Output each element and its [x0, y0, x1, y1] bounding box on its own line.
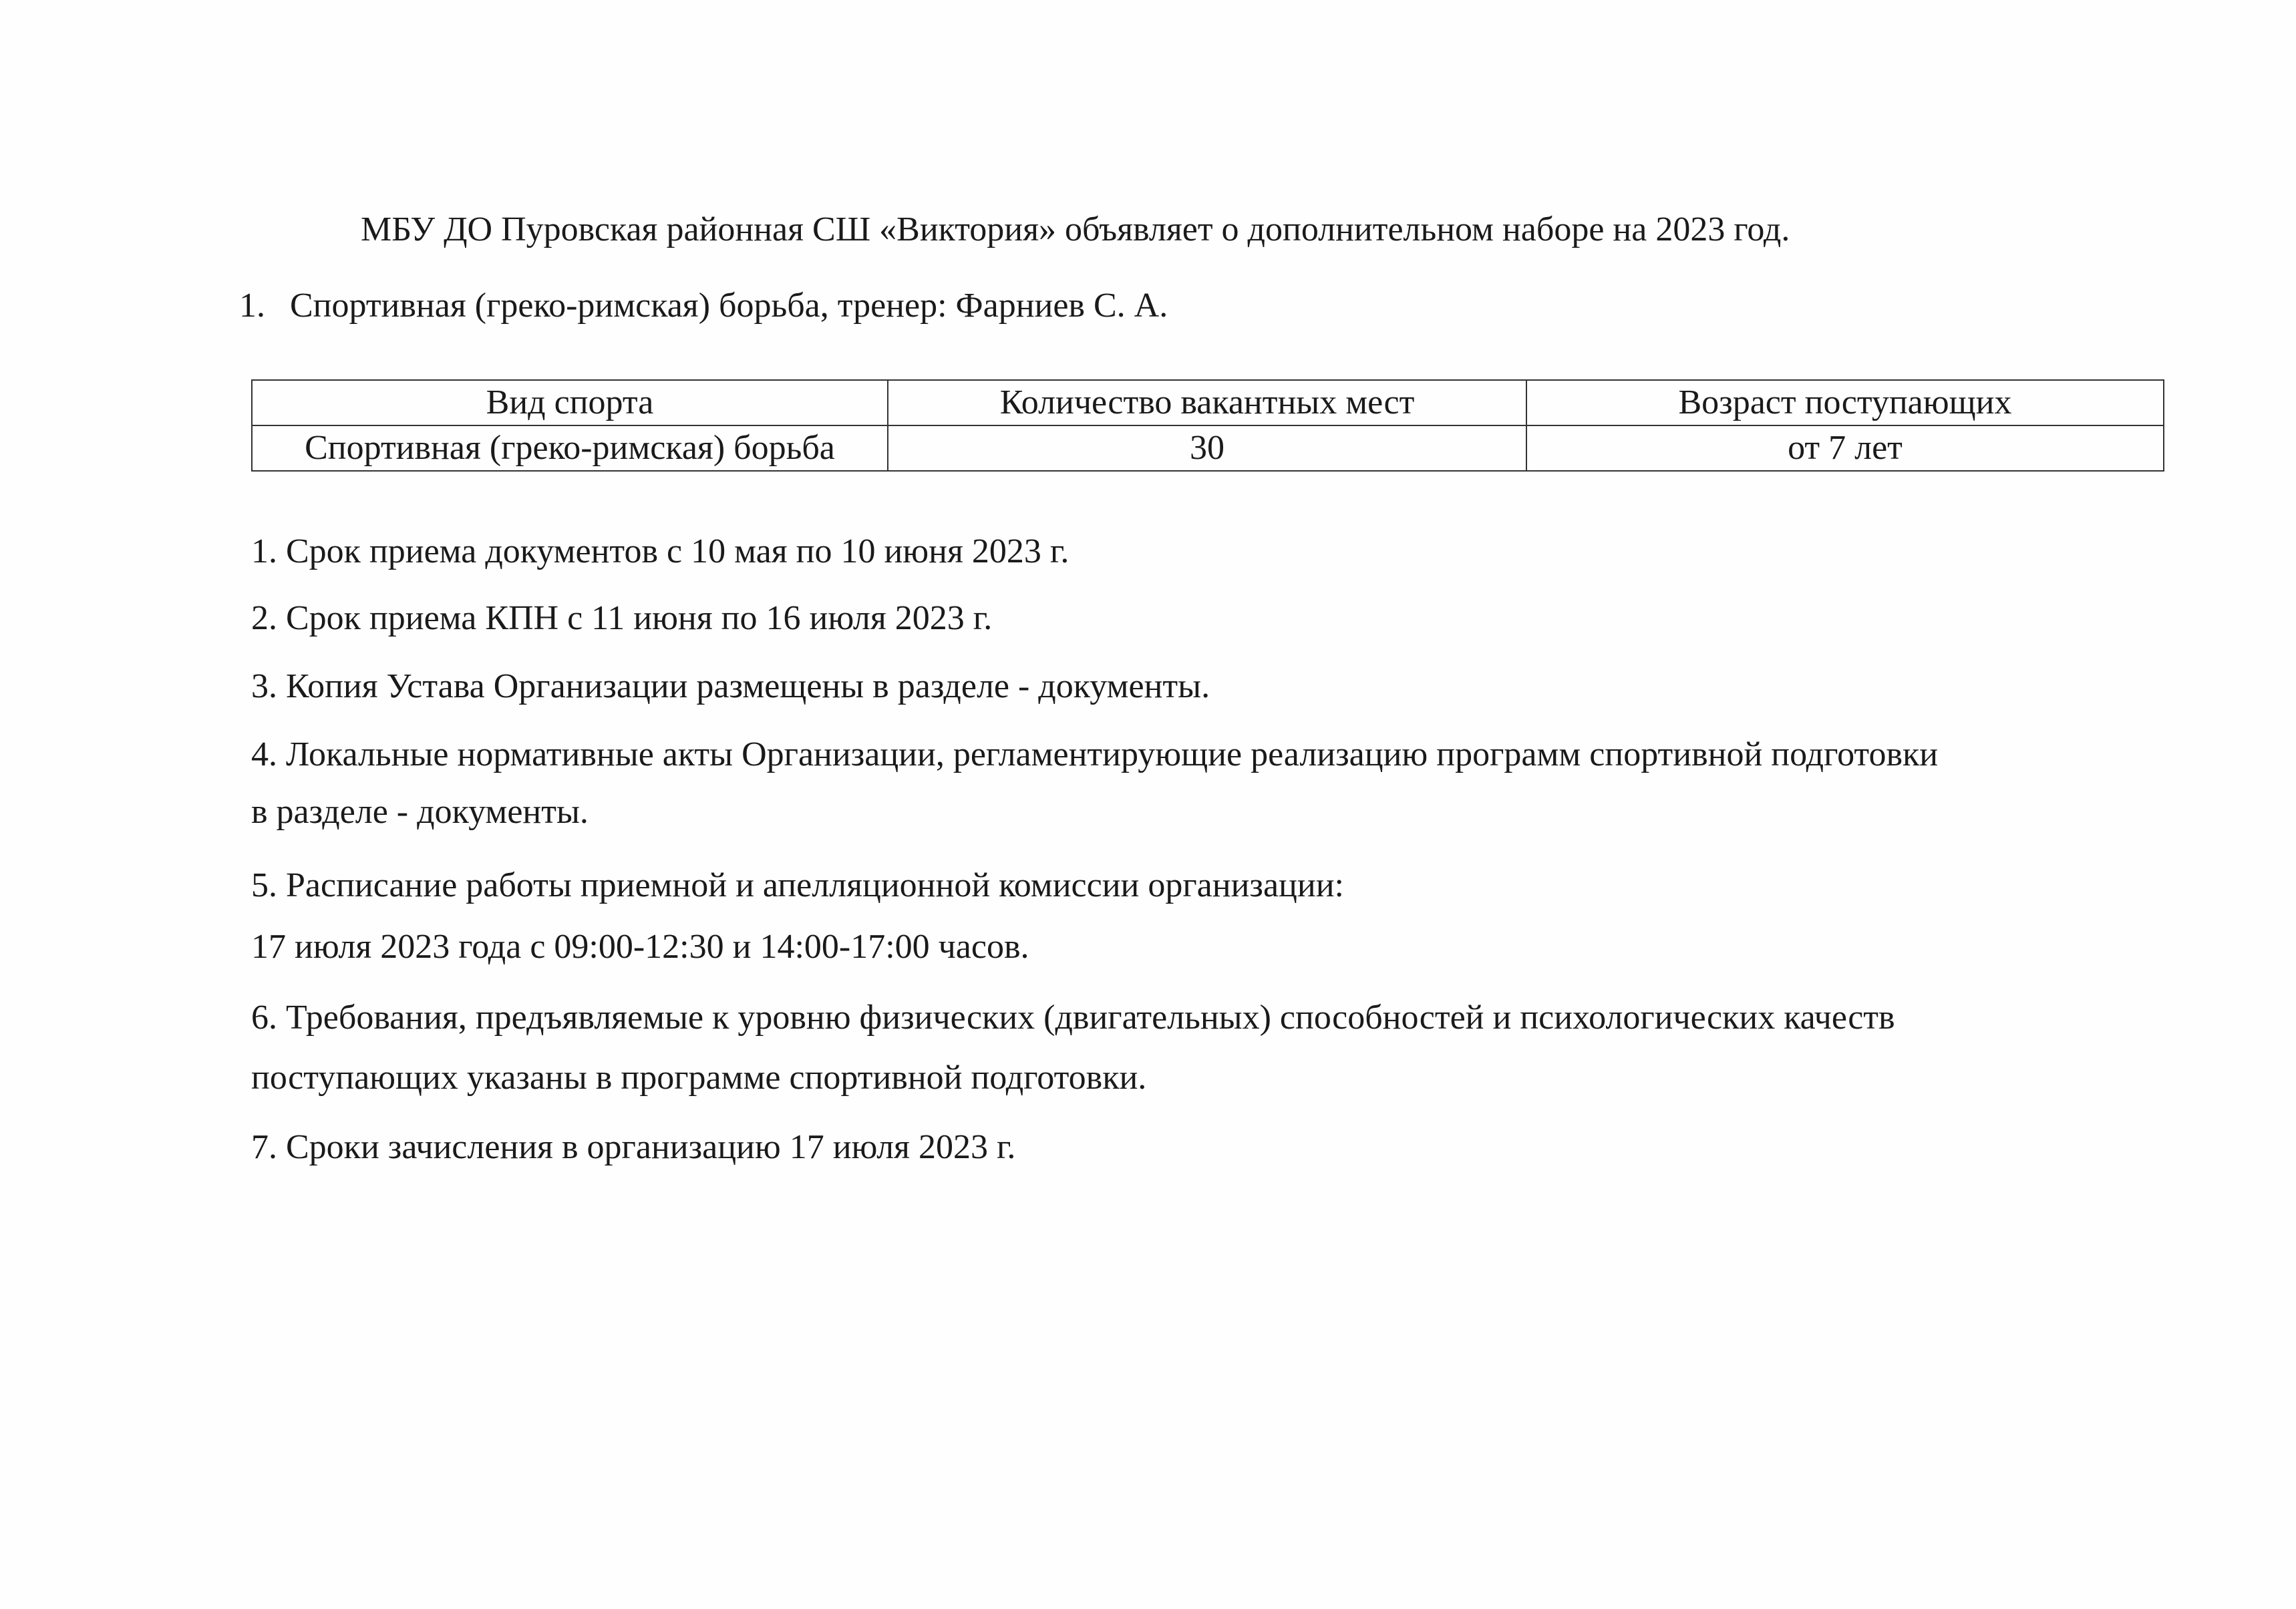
list-item: 1. Срок приема документов с 10 мая по 10 июня 2023 г.	[251, 532, 1070, 570]
list-item: 4. Локальные нормативные акты Организации, регламентирующие реализацию программ спортивной подготовки	[251, 735, 1939, 773]
section-text: Спортивная (греко-римская) борьба, тренер: Фарниев С. А.	[290, 287, 1168, 325]
list-item: 5. Расписание работы приемной и апелляционной комиссии организации:	[251, 866, 1344, 904]
table-header-cell: Возраст поступающих	[1526, 380, 2164, 425]
table-header-cell: Вид спорта	[252, 380, 888, 425]
document-title: МБУ ДО Пуровская районная СШ «Виктория» объявляет о дополнительном наборе на 2023 год.	[361, 210, 1790, 248]
table-header-row	[252, 380, 2164, 425]
table-cell: от 7 лет	[1526, 425, 2164, 471]
list-item: 2. Срок приема КПН с 11 июня по 16 июля 2023 г.	[251, 599, 993, 637]
table-cell: Спортивная (греко-римская) борьба	[252, 425, 888, 471]
table-header-cell: Количество вакантных мест	[888, 380, 1526, 425]
list-item: 6. Требования, предъявляемые к уровню физических (двигательных) способностей и психологических качеств	[251, 999, 1895, 1037]
list-item: 17 июля 2023 года с 09:00-12:30 и 14:00-17:00 часов.	[251, 928, 1029, 966]
table-row	[252, 425, 2164, 471]
list-item: в разделе - документы.	[251, 793, 589, 831]
table-cell: 30	[888, 425, 1526, 471]
list-item: 3. Копия Устава Организации размещены в разделе - документы.	[251, 667, 1210, 705]
section-heading	[239, 289, 1168, 323]
vacancies-table	[251, 379, 2164, 472]
list-item: 7. Сроки зачисления в организацию 17 июля 2023 г.	[251, 1128, 1016, 1166]
section-number: 1.	[239, 287, 265, 325]
list-item: поступающих указаны в программе спортивной подготовки.	[251, 1059, 1147, 1097]
